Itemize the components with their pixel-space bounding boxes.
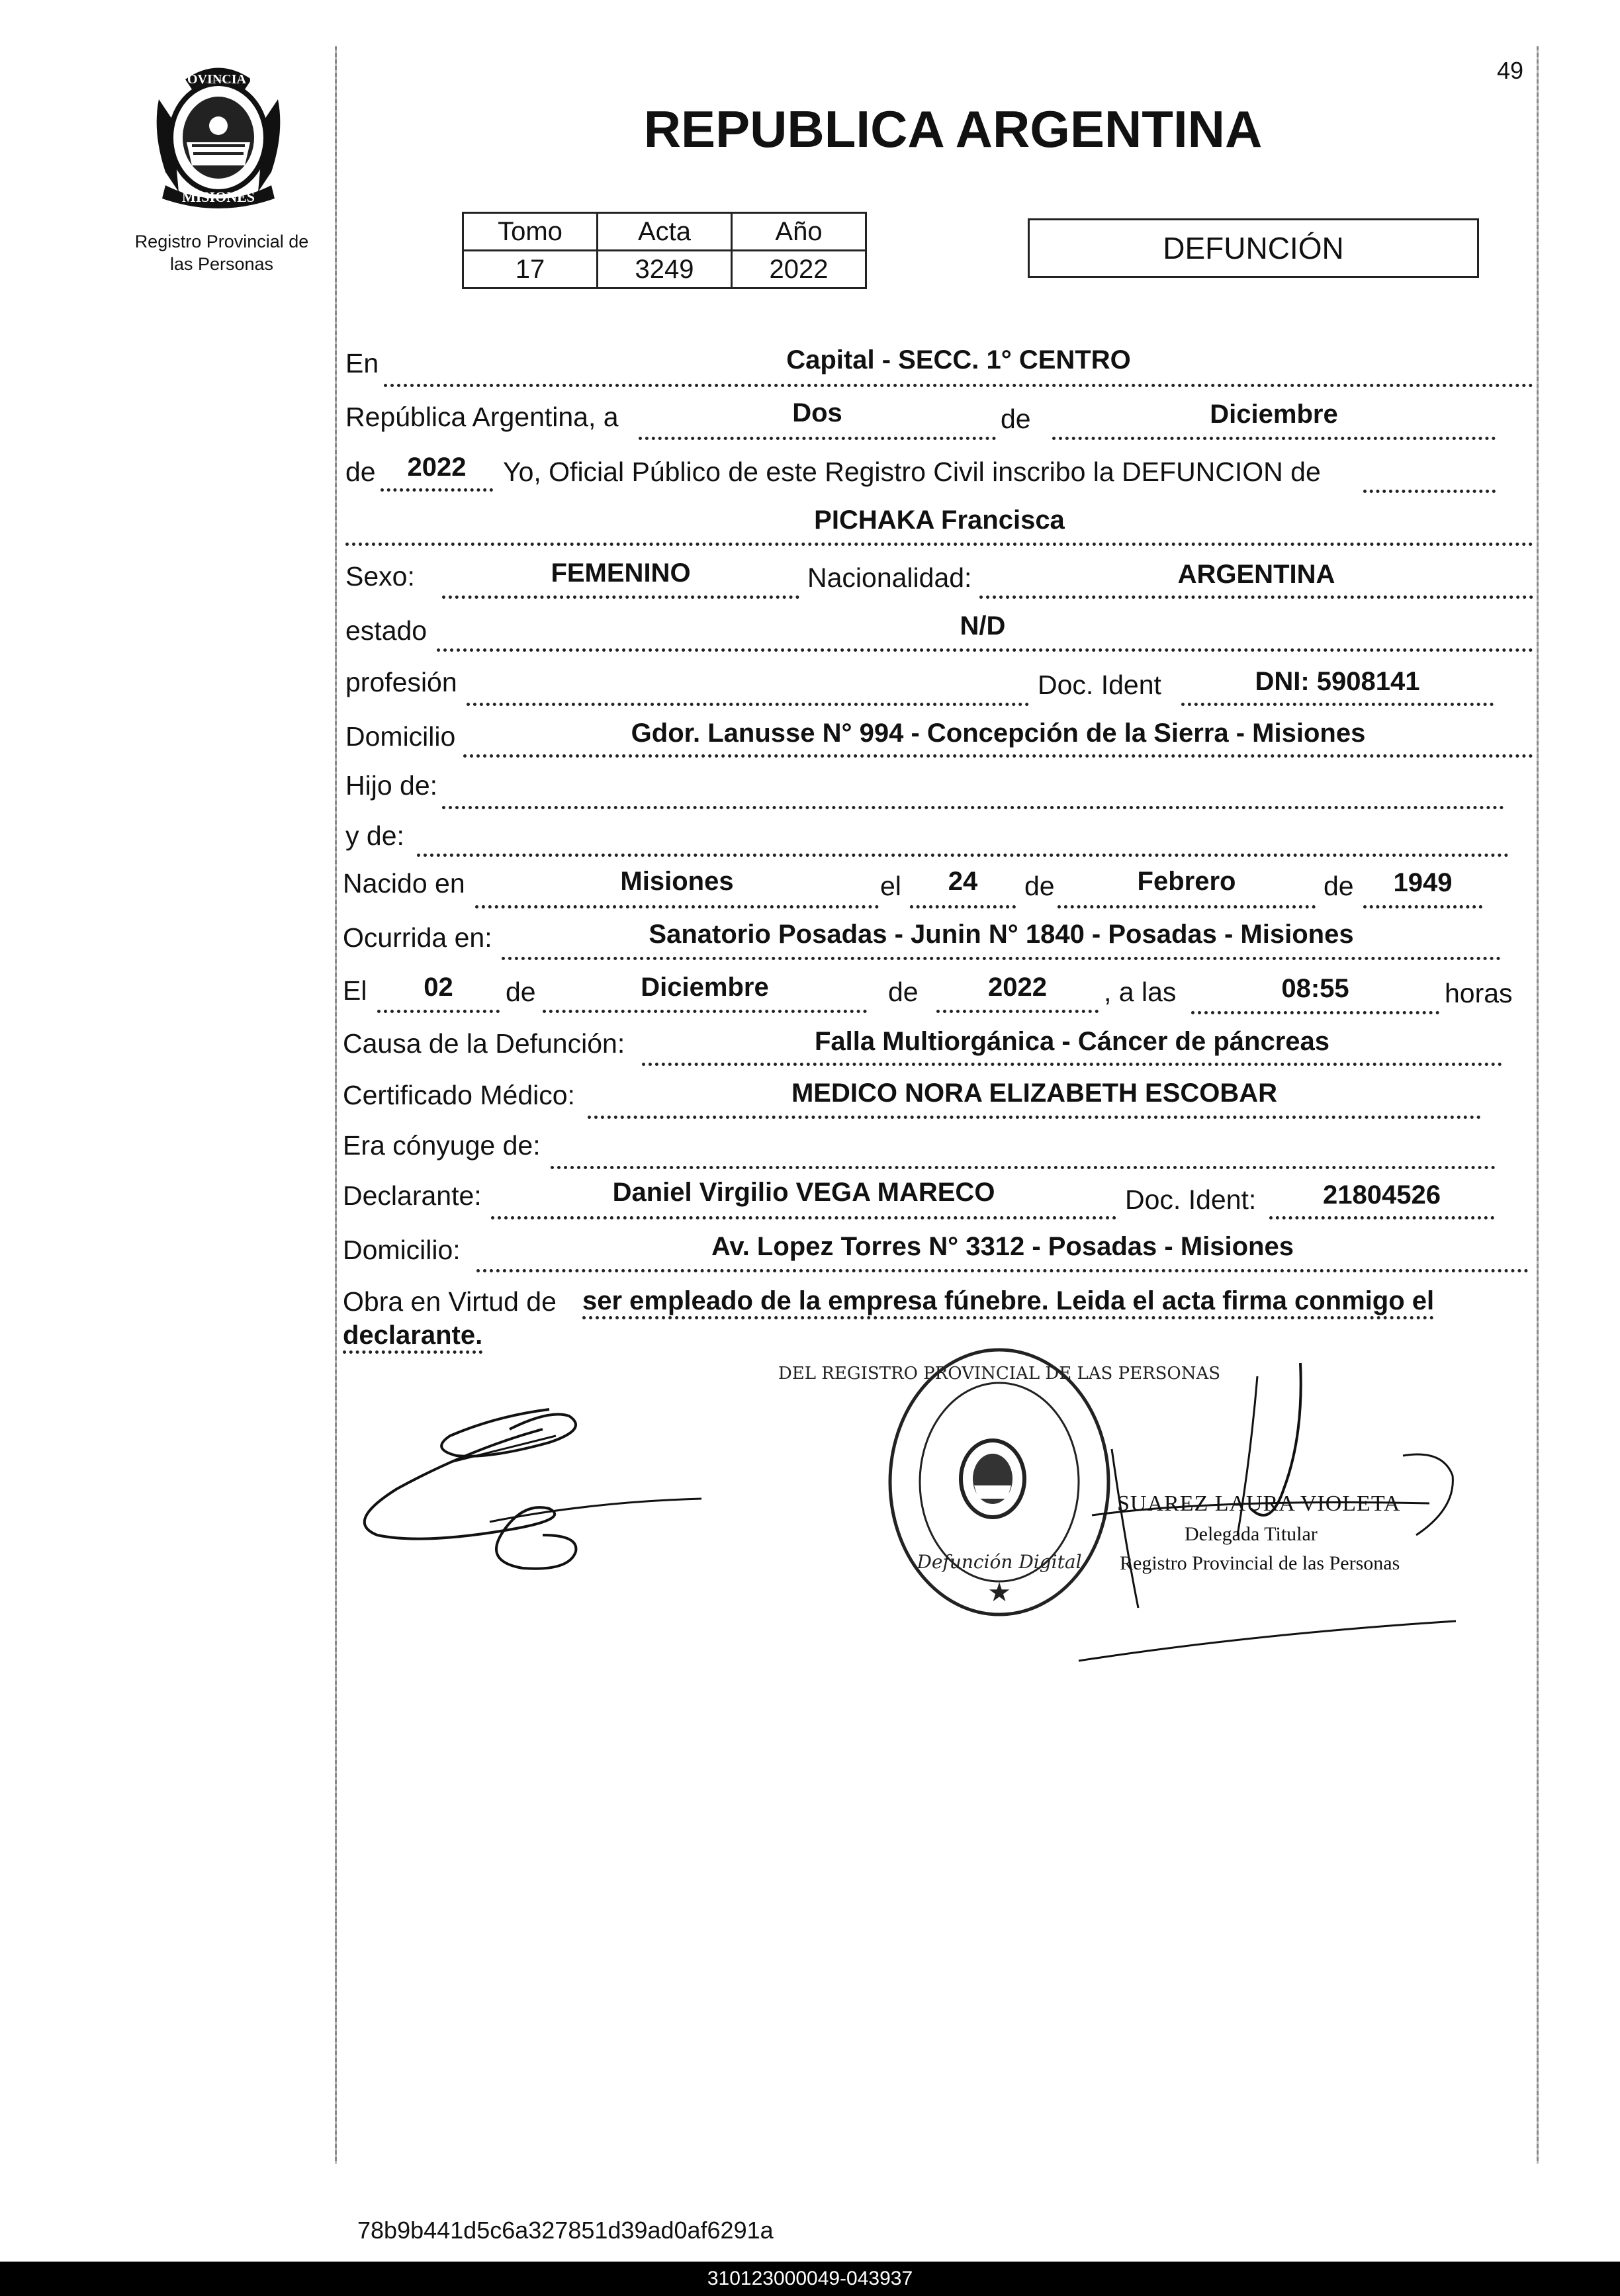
label-declarante: Declarante: bbox=[343, 1180, 482, 1211]
label-de-nacido-mes: de bbox=[1024, 871, 1055, 901]
official-role: Delegada Titular bbox=[1185, 1523, 1318, 1545]
label-obra: Obra en Virtud de bbox=[343, 1286, 557, 1317]
field-nacido-en: Misiones bbox=[620, 867, 734, 896]
footer-barcode-strip bbox=[0, 2262, 1620, 2296]
label-de-fallec-anio: de bbox=[888, 977, 919, 1007]
record-reference-table bbox=[462, 212, 867, 289]
svg-text:Defunción Digital: Defunción Digital bbox=[917, 1551, 1082, 1573]
label-estado: estado bbox=[345, 615, 428, 646]
label-hijo-de: Hijo de: bbox=[345, 770, 438, 801]
field-dia-texto: Dos bbox=[792, 398, 842, 427]
left-margin-rule bbox=[335, 46, 337, 2164]
label-nacionalidad: Nacionalidad: bbox=[807, 562, 972, 593]
label-profesion: profesión bbox=[345, 667, 457, 697]
label-republica: República Argentina, a bbox=[345, 402, 619, 432]
svg-text:MISIONES: MISIONES bbox=[181, 189, 255, 205]
field-ocurrida-en: Sanatorio Posadas - Junin N° 1840 - Posadas - Misiones bbox=[649, 920, 1354, 949]
label-horas: horas bbox=[1445, 978, 1513, 1008]
label-doc-ident: Doc. Ident bbox=[1038, 670, 1161, 700]
footer-code: 310123000049-043937 bbox=[707, 2268, 913, 2289]
field-domicilio: Gdor. Lanusse N° 994 - Concepción de la Sierra - Misiones bbox=[631, 719, 1366, 748]
field-sexo: FEMENINO bbox=[551, 558, 691, 588]
field-documento: DNI: 5908141 bbox=[1255, 667, 1420, 696]
field-nacionalidad: ARGENTINA bbox=[1177, 560, 1335, 589]
table-header-anio: Año bbox=[732, 213, 866, 251]
field-mes: Diciembre bbox=[1210, 400, 1338, 429]
table-value-tomo: 17 bbox=[463, 251, 598, 288]
field-fallec-anio: 2022 bbox=[988, 973, 1047, 1002]
declarant-signature bbox=[351, 1403, 721, 1588]
official-organization: Registro Provincial de las Personas bbox=[1120, 1552, 1400, 1574]
label-El: El bbox=[343, 975, 367, 1006]
field-nacido-dia: 24 bbox=[948, 867, 978, 896]
field-fallec-hora: 08:55 bbox=[1281, 974, 1349, 1003]
field-nacido-anio: 1949 bbox=[1393, 868, 1453, 897]
svg-text:DEL REGISTRO PROVINCIAL DE LAS: DEL REGISTRO PROVINCIAL DE LAS PERSONAS bbox=[778, 1364, 1221, 1384]
label-el: el bbox=[880, 871, 901, 901]
provincial-seal-logo bbox=[146, 60, 291, 208]
svg-text:PROVINCIA DE: PROVINCIA DE bbox=[169, 72, 267, 87]
field-nombre: PICHAKA Francisca bbox=[814, 506, 1065, 535]
field-nacido-mes: Febrero bbox=[1137, 867, 1236, 896]
page-number: 49 bbox=[1497, 57, 1524, 84]
label-a-las: , a las bbox=[1104, 977, 1177, 1007]
label-causa: Causa de la Defunción: bbox=[343, 1028, 625, 1059]
official-name: SUAREZ LAURA VIOLETA bbox=[1117, 1491, 1401, 1516]
label-sexo: Sexo: bbox=[345, 561, 415, 592]
label-domicilio: Domicilio bbox=[345, 721, 456, 752]
field-lugar: Capital - SECC. 1° CENTRO bbox=[786, 345, 1131, 375]
field-estado: N/D bbox=[960, 611, 1006, 640]
field-fallec-mes: Diciembre bbox=[641, 973, 769, 1002]
field-causa: Falla Multiorgánica - Cáncer de páncreas bbox=[814, 1027, 1330, 1056]
document-hash: 78b9b441d5c6a327851d39ad0af6291a bbox=[357, 2217, 774, 2244]
label-conyuge: Era cónyuge de: bbox=[343, 1130, 541, 1161]
label-y-de: y de: bbox=[345, 820, 404, 851]
label-de-anio: de bbox=[345, 457, 376, 487]
field-anio: 2022 bbox=[407, 453, 467, 482]
field-fallec-dia: 02 bbox=[424, 973, 453, 1002]
field-obra-line2: declarante. bbox=[343, 1321, 482, 1354]
label-ocurrida-en: Ocurrida en: bbox=[343, 922, 492, 953]
right-margin-rule bbox=[1537, 46, 1539, 2164]
page-title: REPUBLICA ARGENTINA bbox=[643, 100, 1263, 158]
label-de-nacido-anio: de bbox=[1324, 871, 1354, 901]
field-declarante: Daniel Virgilio VEGA MARECO bbox=[612, 1178, 995, 1207]
field-obra-line1: ser empleado de la empresa fúnebre. Leida el acta firma conmigo el bbox=[582, 1286, 1434, 1319]
label-en: En bbox=[345, 348, 379, 378]
label-de-fallec-mes: de bbox=[506, 977, 536, 1007]
label-certificado: Certificado Médico: bbox=[343, 1080, 575, 1110]
registry-name: Registro Provincial de las Personas bbox=[134, 232, 309, 274]
label-doc-ident-declarante: Doc. Ident: bbox=[1125, 1184, 1257, 1215]
label-nacido-en: Nacido en bbox=[343, 868, 465, 899]
table-value-anio: 2022 bbox=[732, 251, 866, 288]
label-inscribo: Yo, Oficial Público de este Registro Civil inscribo la DEFUNCION de bbox=[503, 457, 1321, 487]
table-header-acta: Acta bbox=[598, 213, 732, 251]
label-de-mes: de bbox=[1001, 404, 1031, 434]
table-value-acta: 3249 bbox=[598, 251, 732, 288]
field-declarante-domicilio: Av. Lopez Torres N° 3312 - Posadas - Misiones bbox=[711, 1232, 1294, 1261]
document-type-box: DEFUNCIÓN bbox=[1028, 218, 1479, 278]
field-declarante-doc: 21804526 bbox=[1323, 1180, 1441, 1210]
svg-text:★: ★ bbox=[987, 1578, 1011, 1607]
table-header-tomo: Tomo bbox=[463, 213, 598, 251]
field-certificado: MEDICO NORA ELIZABETH ESCOBAR bbox=[791, 1079, 1278, 1108]
label-domicilio-declarante: Domicilio: bbox=[343, 1235, 461, 1265]
